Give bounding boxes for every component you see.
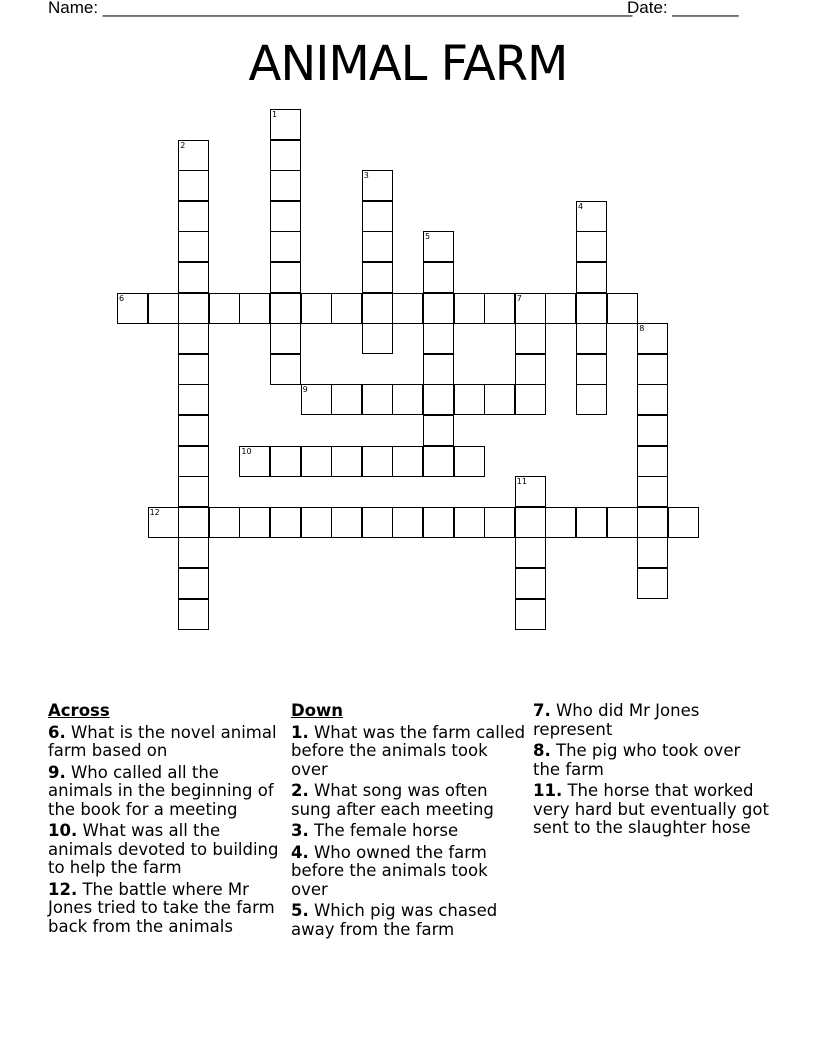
grid-cell[interactable]	[515, 384, 546, 415]
grid-cell[interactable]	[576, 262, 607, 293]
grid-cell[interactable]	[270, 354, 301, 385]
grid-cell[interactable]	[423, 262, 454, 293]
down-heading: Down	[291, 701, 344, 720]
clue-item-text: What was the farm called before the animals took over	[291, 722, 526, 779]
grid-cell[interactable]	[178, 262, 209, 293]
date-field[interactable]: Date: _______	[627, 0, 739, 17]
clue-item	[533, 702, 771, 739]
grid-cell[interactable]	[239, 293, 270, 324]
clue-item-number: 10.	[48, 821, 78, 840]
clue-number: 7	[516, 293, 522, 303]
clue-item-number: 8.	[533, 741, 551, 760]
grid-cell[interactable]	[331, 446, 362, 477]
grid-cell[interactable]	[301, 446, 332, 477]
grid-cell[interactable]	[515, 568, 546, 599]
clue-number: 3	[363, 171, 369, 181]
clue-number: 2	[180, 140, 186, 150]
grid-cell[interactable]	[515, 354, 546, 385]
grid-cell[interactable]	[637, 568, 668, 599]
grid-cell[interactable]	[454, 293, 485, 324]
clue-item-text: The battle where Mr Jones tried to take the farm back from the animals	[48, 879, 275, 936]
clue-item-number: 4.	[291, 842, 309, 862]
grid-cell[interactable]	[178, 231, 209, 262]
clue-item-text: The female horse	[308, 821, 459, 840]
grid-cell[interactable]	[178, 354, 209, 385]
grid-cell[interactable]	[392, 507, 423, 538]
clue-item-text: Who did Mr Jones represent	[533, 701, 700, 739]
clue-item-text: The pig who took over the farm	[533, 741, 741, 779]
clue-item-number: 12.	[48, 879, 78, 899]
grid-cell[interactable]	[178, 446, 209, 477]
clue-item-number: 11.	[533, 781, 563, 800]
clue-item-number: 6.	[48, 722, 66, 742]
grid-cell[interactable]	[423, 354, 454, 385]
clue-item	[533, 742, 771, 779]
grid-cell[interactable]	[178, 415, 209, 446]
clue-item	[48, 881, 286, 937]
clue-number: 12	[149, 507, 160, 517]
grid-cell[interactable]	[270, 231, 301, 262]
grid-cell[interactable]	[668, 507, 699, 538]
grid-cell[interactable]	[331, 384, 362, 415]
grid-cell[interactable]	[515, 537, 546, 568]
grid-cell[interactable]	[423, 293, 454, 324]
clue-item	[48, 764, 286, 820]
grid-cell[interactable]	[270, 262, 301, 293]
grid-cell[interactable]	[484, 293, 515, 324]
grid-cell[interactable]	[178, 599, 209, 630]
grid-cell[interactable]	[270, 140, 301, 171]
grid-cell[interactable]	[576, 323, 607, 354]
grid-cell[interactable]	[637, 537, 668, 568]
grid-cell[interactable]	[239, 507, 270, 538]
grid-cell[interactable]	[270, 293, 301, 324]
grid-cell[interactable]	[515, 507, 546, 538]
clue-number: 4	[578, 201, 584, 211]
grid-cell[interactable]	[362, 507, 393, 538]
grid-cell[interactable]	[392, 446, 423, 477]
grid-cell[interactable]	[454, 384, 485, 415]
grid-cell[interactable]	[178, 476, 209, 507]
grid-cell[interactable]	[423, 415, 454, 446]
grid-cell[interactable]	[178, 201, 209, 232]
grid-cell[interactable]	[178, 384, 209, 415]
clue-item-number: 7.	[533, 701, 551, 720]
grid-cell[interactable]	[392, 293, 423, 324]
clue-item	[48, 724, 286, 761]
clue-item-text: Who owned the farm before the animals took over	[291, 842, 488, 899]
grid-cell[interactable]	[637, 354, 668, 385]
clue-item-text: Who called all the animals in the beginning of the book for a meeting	[48, 762, 274, 819]
grid-cell[interactable]	[545, 507, 576, 538]
grid-cell[interactable]	[362, 262, 393, 293]
grid-cell[interactable]	[423, 323, 454, 354]
grid-cell[interactable]	[362, 231, 393, 262]
across-clues	[48, 702, 286, 939]
clue-number: 11	[516, 477, 527, 487]
clue-item-number: 9.	[48, 762, 66, 782]
grid-cell[interactable]	[362, 446, 393, 477]
grid-cell[interactable]	[301, 293, 332, 324]
grid-cell[interactable]	[576, 384, 607, 415]
grid-cell[interactable]	[423, 507, 454, 538]
grid-cell[interactable]	[270, 170, 301, 201]
grid-cell[interactable]	[362, 323, 393, 354]
grid-cell[interactable]	[392, 384, 423, 415]
clue-item-number: 5.	[291, 901, 309, 920]
grid-cell[interactable]	[270, 323, 301, 354]
clue-item	[291, 782, 529, 819]
clue-item	[48, 822, 286, 878]
clue-item-text: What song was often sung after each meeting	[291, 781, 494, 819]
grid-cell[interactable]	[576, 354, 607, 385]
grid-cell[interactable]	[178, 568, 209, 599]
grid-cell[interactable]	[270, 201, 301, 232]
grid-cell[interactable]	[362, 201, 393, 232]
grid-cell[interactable]	[178, 170, 209, 201]
clue-number: 9	[302, 385, 308, 395]
grid-cell[interactable]	[423, 446, 454, 477]
clue-item	[291, 844, 529, 900]
grid-cell[interactable]	[209, 293, 240, 324]
down-clues	[291, 702, 529, 942]
grid-cell[interactable]	[545, 293, 576, 324]
clue-item	[291, 724, 529, 780]
grid-cell[interactable]	[362, 293, 393, 324]
clue-item-number: 2.	[291, 781, 309, 800]
grid-cell[interactable]	[209, 507, 240, 538]
clue-item	[291, 902, 529, 939]
clue-item-number: 1.	[291, 722, 309, 742]
grid-cell[interactable]	[178, 293, 209, 324]
grid-cell[interactable]	[178, 537, 209, 568]
grid-cell[interactable]	[362, 384, 393, 415]
grid-cell[interactable]	[331, 507, 362, 538]
grid-cell[interactable]	[515, 323, 546, 354]
grid-cell[interactable]	[331, 293, 362, 324]
grid-cell[interactable]	[607, 293, 638, 324]
clue-item-text: The horse that worked very hard but eventually got sent to the slaughter hose	[533, 781, 769, 837]
grid-cell[interactable]	[607, 507, 638, 538]
grid-cell[interactable]	[270, 507, 301, 538]
clue-number: 5	[425, 232, 431, 242]
clue-item	[291, 822, 529, 841]
grid-cell[interactable]	[178, 507, 209, 538]
grid-cell[interactable]	[484, 384, 515, 415]
clue-number: 1	[272, 110, 278, 119]
clue-item	[533, 782, 771, 838]
clue-item-number: 3.	[291, 821, 309, 840]
grid-cell[interactable]	[637, 446, 668, 477]
grid-cell[interactable]	[515, 599, 546, 630]
grid-cell[interactable]	[454, 507, 485, 538]
down-clues-continued	[533, 702, 771, 841]
grid-cell[interactable]	[637, 415, 668, 446]
grid-cell[interactable]	[637, 476, 668, 507]
grid-cell[interactable]	[423, 384, 454, 415]
clue-number: 6	[119, 293, 125, 303]
clue-item-text: What was all the animals devoted to building to help the farm	[48, 821, 279, 877]
grid-cell[interactable]	[576, 507, 607, 538]
clue-item-text: What is the novel animal farm based on	[48, 722, 277, 760]
grid-cell[interactable]	[301, 507, 332, 538]
grid-cell[interactable]	[270, 446, 301, 477]
grid-cell[interactable]	[576, 231, 607, 262]
name-field[interactable]: Name: ________________________________________________________	[48, 0, 633, 17]
grid-cell[interactable]	[178, 323, 209, 354]
clue-number: 8	[639, 324, 645, 334]
grid-cell[interactable]	[637, 384, 668, 415]
across-heading: Across	[48, 701, 110, 720]
grid-cell[interactable]	[637, 507, 668, 538]
grid-cell[interactable]	[454, 446, 485, 477]
page-title: ANIMAL FARM	[248, 36, 568, 92]
grid-cell[interactable]	[576, 293, 607, 324]
clue-item-text: Which pig was chased away from the farm	[291, 901, 498, 939]
grid-cell[interactable]	[484, 507, 515, 538]
clue-number: 10	[241, 446, 252, 456]
grid-cell[interactable]	[148, 293, 179, 324]
